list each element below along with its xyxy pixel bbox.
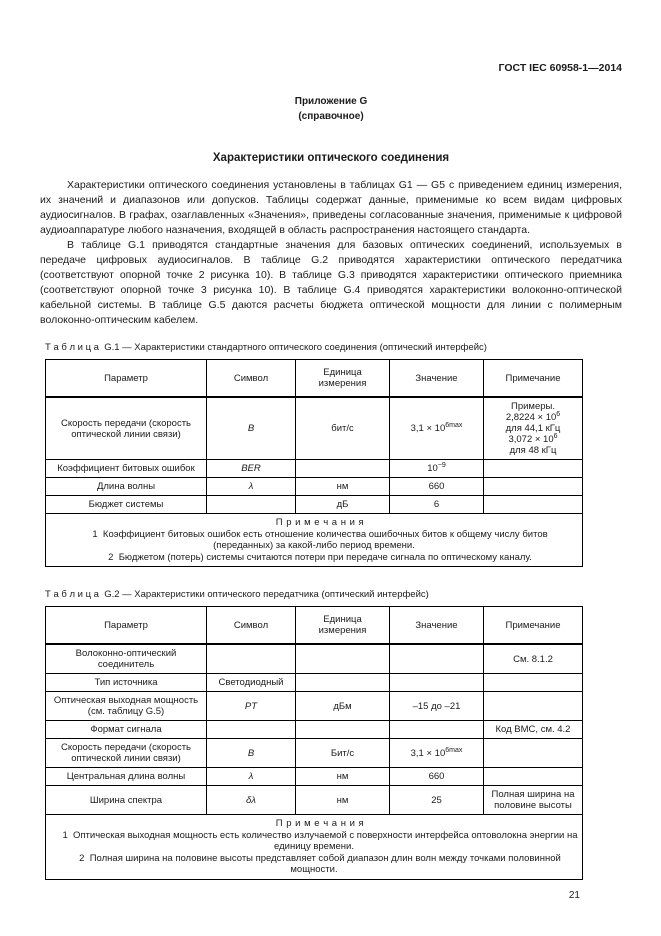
symbol-cell: BER <box>207 460 296 478</box>
column-header-value: Значение <box>390 360 484 398</box>
unit-cell <box>296 644 390 674</box>
column-header-value: Значение <box>390 607 484 645</box>
param-cell: Оптическая выходная мощность (см. таблицу G.5) <box>46 692 207 721</box>
note-item: 1 Оптическая выходная мощность есть количество излучаемой с поверхности интерфейса оптоволокна энергии на единицу времени. <box>62 829 578 852</box>
value-cell: 25 <box>390 786 484 815</box>
table-notes <box>46 514 583 567</box>
symbol-cell: B <box>207 397 296 460</box>
column-header-note: Примечание <box>484 607 583 645</box>
table-row <box>46 768 583 786</box>
param-cell: Ширина спектра <box>46 786 207 815</box>
unit-cell: бит/с <box>296 397 390 460</box>
note-cell <box>484 739 583 768</box>
note-line: $2,8224 \times 10^6$ <box>505 410 561 423</box>
note-line: для 44,1 кГц <box>505 423 561 434</box>
symbol-cell: δλ <box>207 786 296 815</box>
column-header-unit: Единица измерения <box>296 607 390 645</box>
param-cell: Скорость передачи (скорость оптической линии связи) <box>46 739 207 768</box>
symbol-cell <box>207 644 296 674</box>
table-header-row <box>46 607 583 645</box>
unit-cell <box>296 721 390 739</box>
doc-number: ГОСТ IEC 60958-1—2014 <box>498 62 622 74</box>
table-notes-row <box>46 514 583 567</box>
table-row <box>46 478 583 496</box>
unit-cell <box>296 674 390 692</box>
value-cell: –15 до –21 <box>390 692 484 721</box>
note-item: 2 Полная ширина на половине высоты представляет собой диапазон длин волн между точками половинной мощности. <box>79 852 561 875</box>
table-row <box>46 460 583 478</box>
param-cell: Коэффициент битовых ошибок <box>46 460 207 478</box>
table-row <box>46 692 583 721</box>
note-cell <box>484 478 583 496</box>
note-cell: Код ВМС, см. 4.2 <box>484 721 583 739</box>
value-cell: $3,1 \times 10^{6max}$ <box>390 397 484 460</box>
param-cell: Центральная длина волны <box>46 768 207 786</box>
notes-title: П р и м е ч а н и я <box>275 818 365 829</box>
table-row <box>46 739 583 768</box>
annex-heading <box>40 95 622 124</box>
note-line: $3,072 \times 10^6$ <box>508 432 558 445</box>
note-cell <box>484 692 583 721</box>
param-cell: Формат сигнала <box>46 721 207 739</box>
symbol-cell: B <box>207 739 296 768</box>
unit-cell: нм <box>296 768 390 786</box>
annex-type: (справочное) <box>298 110 364 122</box>
notes-title: П р и м е ч а н и я <box>275 517 365 528</box>
note-item: 1 Коэффициент битовых ошибок есть отношение количества ошибочных битов к общему числу битов (переданных) за какой-либо период времени. <box>92 528 548 551</box>
column-header-param: Параметр <box>46 360 207 398</box>
annex-label: Приложение G <box>294 96 368 107</box>
unit-cell: дБм <box>296 692 390 721</box>
table-notes-row <box>46 815 583 880</box>
param-cell: Бюджет системы <box>46 496 207 514</box>
symbol-cell: PT <box>207 692 296 721</box>
note-cell <box>484 496 583 514</box>
unit-cell <box>296 460 390 478</box>
note-cell <box>484 397 583 460</box>
table-row <box>46 496 583 514</box>
value-cell: 660 <box>390 768 484 786</box>
column-header-param: Параметр <box>46 607 207 645</box>
note-cell <box>484 768 583 786</box>
table-row <box>46 721 583 739</box>
symbol-cell <box>207 721 296 739</box>
table-row <box>46 786 583 815</box>
table-row <box>46 674 583 692</box>
note-line: для 48 кГц <box>509 445 557 456</box>
param-cell: Длина волны <box>46 478 207 496</box>
value-cell <box>390 644 484 674</box>
symbol-cell <box>207 496 296 514</box>
note-cell: Полная ширина на половине высоты <box>484 786 583 815</box>
param-cell: Тип источника <box>46 674 207 692</box>
note-item: 2 Бюджетом (потерь) системы считаются потери при передаче сигнала по оптическому каналу. <box>108 551 532 563</box>
page-title: Характеристики оптического соединения <box>212 152 450 164</box>
value-cell <box>390 721 484 739</box>
value-cell: 6 <box>390 496 484 514</box>
value-cell: $3,1 \times 10^{6max}$ <box>390 739 484 768</box>
column-header-symbol: Символ <box>207 360 296 398</box>
table-g1 <box>45 359 583 567</box>
symbol-cell: λ <box>207 768 296 786</box>
table-row <box>46 644 583 674</box>
value-cell: 660 <box>390 478 484 496</box>
param-cell: Волоконно-оптический соединитель <box>46 644 207 674</box>
note-cell: См. 8.1.2 <box>484 644 583 674</box>
unit-cell: дБ <box>296 496 390 514</box>
symbol-cell: Светодиодный <box>207 674 296 692</box>
unit-cell: нм <box>296 478 390 496</box>
paragraph: Характеристики оптического соединения установлены в таблицах G1 — G5 с приведением единиц измерения, их значений и диапазонов или допусков. Таблицы содержат данные, применимые ко всем видам цифровых аудиосигналов. В графах, озаглавленных «Значения», приведены согласованные значения, применимые к цифровой аудиоаппаратуре любого назначения, входящей в область распространения настоящего стандарта. <box>40 179 622 236</box>
table-row <box>46 397 583 460</box>
table-g2 <box>45 606 583 880</box>
table-notes <box>46 815 583 880</box>
value-cell <box>390 674 484 692</box>
unit-cell: Бит/с <box>296 739 390 768</box>
unit-cell: нм <box>296 786 390 815</box>
paragraph: В таблице G.1 приводятся стандартные значения для базовых оптических соединений, используемых в передаче цифровых аудиосигналов. В таблице G.2 приводятся характеристики оптического передатчика (соответствуют опорной точке 2 рисунка 10). В таблице G.3 приводятся характеристики оптического приемника (соответствуют опорной точке 3 рисунка 10). В таблице G.4 приводятся характеристики волоконно-оптической кабельной системы. В таблице G.5 даются расчеты бюджета оптической мощности для линии с полимерным волоконно-оптическим кабелем. <box>40 239 622 326</box>
table-header-row <box>46 360 583 398</box>
table-g1-caption: Т а б л и ц а G.1 — Характеристики стандартного оптического соединения (оптический интерфейс) <box>45 342 487 353</box>
table-g2-caption: Т а б л и ц а G.2 — Характеристики оптического передатчика (оптический интерфейс) <box>45 589 429 600</box>
page-number: 21 <box>568 889 580 901</box>
column-header-unit: Единица измерения <box>296 360 390 398</box>
symbol-cell: λ <box>207 478 296 496</box>
column-header-note: Примечание <box>484 360 583 398</box>
note-line: Примеры. <box>511 401 555 412</box>
value-cell: $10^{-9}$ <box>390 460 484 478</box>
note-cell <box>484 460 583 478</box>
column-header-symbol: Символ <box>207 607 296 645</box>
note-cell <box>484 674 583 692</box>
param-cell: Скорость передачи (скорость оптической линии связи) <box>46 397 207 460</box>
